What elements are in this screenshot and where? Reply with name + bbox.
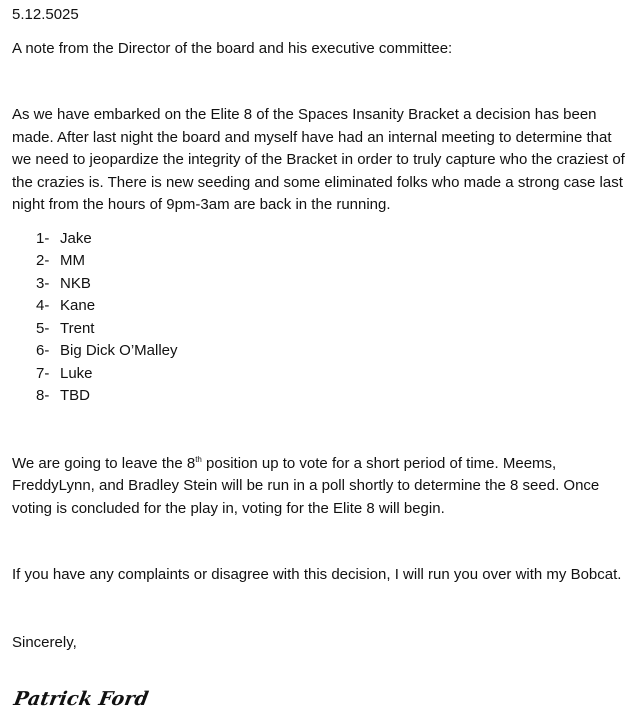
- paragraph-announcement: As we have embarked on the Elite 8 of the Spaces Insanity Bracket a decision has been made. After last night the board and myself have had an internal meeting to determine that we need to jeopardize the integrity of the Bracket in order to truly capture who the craziest of the crazies is. There is new seeding and some eliminated folks who made a strong case last night from the hours of 9pm-3am are back in the running.: [12, 106, 625, 213]
- paragraph-complaints: If you have any complaints or disagree with this decision, I will run you over with my Bobcat.: [12, 566, 622, 583]
- seed-number: 2-: [36, 252, 50, 269]
- list-item: [12, 363, 634, 386]
- list-item: [12, 340, 634, 363]
- signature: Patrick Ford: [12, 688, 151, 710]
- list-item: [12, 250, 634, 273]
- seed-number: 4-: [36, 297, 50, 314]
- vote-text-end: position up to vote for a short period of time. Meems, FreddyLynn, and Bradley Stein will be run in a poll shortly to determine the 8 seed. Once voting is concluded for the play in, voting for the Elite 8 will begin.: [12, 454, 600, 517]
- document-body: [12, 4, 634, 654]
- document-greeting: A note from the Director of the board and his executive committee:: [12, 39, 453, 57]
- list-item: [12, 318, 634, 341]
- list-item: [12, 295, 634, 318]
- ordinal-suffix: th: [195, 454, 202, 464]
- seed-name: MM: [60, 252, 85, 269]
- list-item: [12, 273, 634, 296]
- seed-number: 1-: [36, 229, 50, 247]
- seed-number: 5-: [36, 319, 50, 337]
- seed-name: Big Dick O’Malley: [60, 342, 178, 359]
- seed-name: Kane: [60, 297, 96, 314]
- seed-number: 7-: [36, 364, 50, 382]
- seed-name: Trent: [60, 319, 95, 337]
- seed-name: TBD: [60, 387, 90, 404]
- list-item: [12, 385, 634, 408]
- seed-number: 8-: [36, 387, 50, 404]
- seed-number: 6-: [36, 342, 50, 359]
- seeding-list: [12, 228, 634, 408]
- list-item: [12, 228, 634, 251]
- document-date: 5.12.5025: [12, 6, 79, 23]
- seed-number: 3-: [36, 274, 50, 292]
- seed-name: Jake: [60, 229, 92, 247]
- closing: Sincerely,: [12, 633, 77, 651]
- paragraph-vote: [12, 453, 634, 521]
- seed-name: Luke: [60, 364, 93, 382]
- seed-name: NKB: [60, 274, 91, 292]
- vote-text-start: We are going to leave the 8: [12, 454, 196, 472]
